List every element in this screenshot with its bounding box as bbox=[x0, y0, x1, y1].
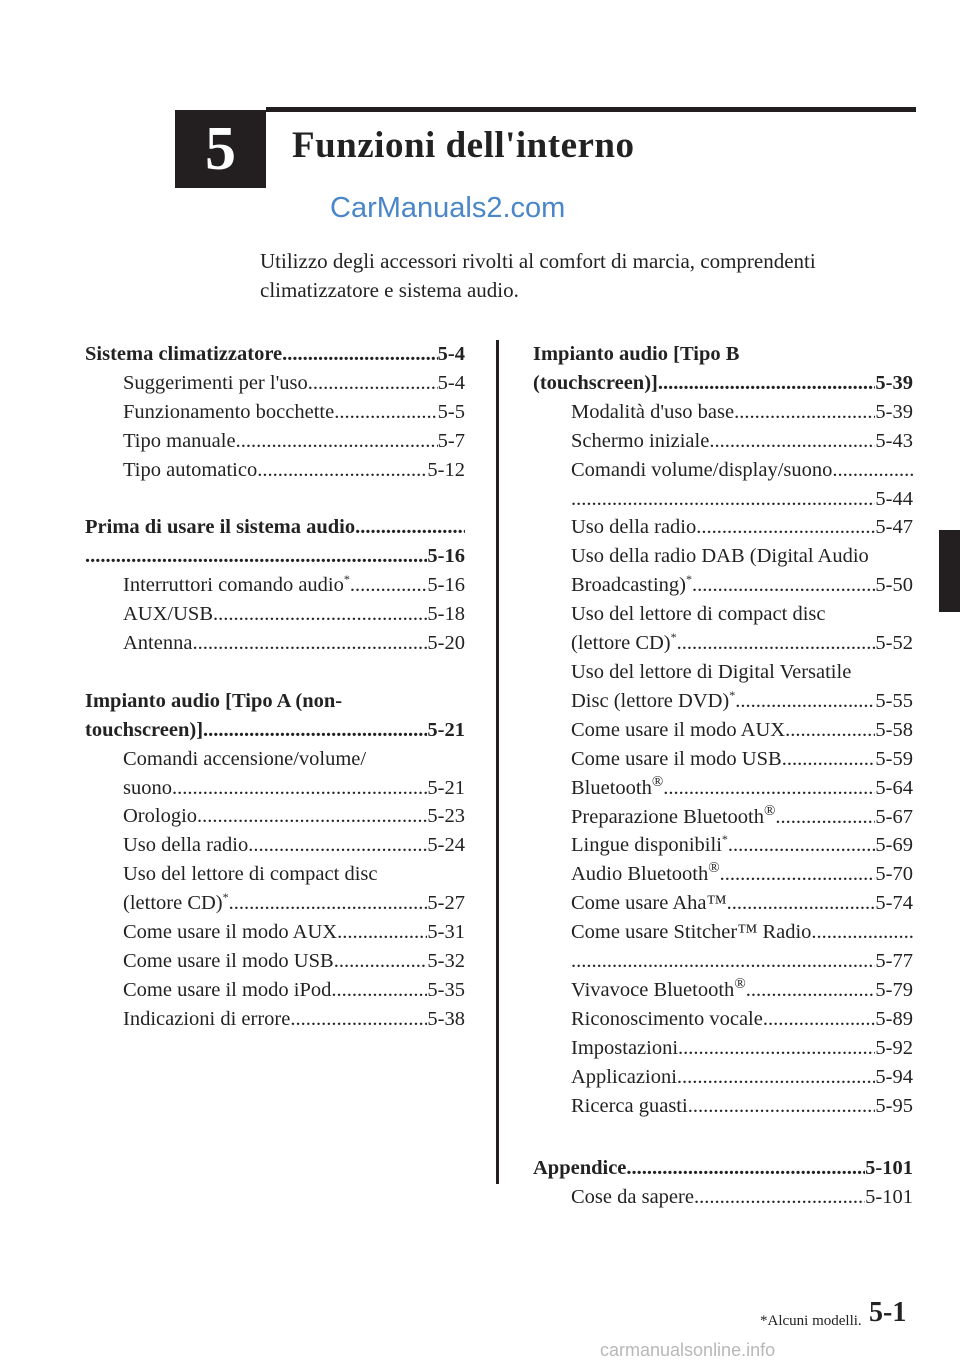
leader-dots bbox=[692, 571, 875, 600]
toc-item-title: Come usare il modo AUX bbox=[571, 718, 786, 741]
toc-section[interactable] bbox=[85, 716, 465, 745]
toc-item-title-line1[interactable]: Uso del lettore di compact disc bbox=[571, 603, 826, 626]
toc-page: 5-95 bbox=[875, 1094, 913, 1117]
toc-item-title: Bluetooth® bbox=[571, 773, 664, 799]
toc-item-title: Come usare il modo AUX bbox=[123, 921, 338, 944]
toc-item[interactable] bbox=[533, 687, 913, 716]
toc-item-title: Interruttori comando audio* bbox=[123, 572, 350, 597]
leader-dots bbox=[350, 571, 428, 600]
toc-item-title: Funzionamento bocchette bbox=[123, 400, 335, 423]
leader-dots bbox=[677, 1063, 876, 1092]
leader-dots bbox=[735, 687, 875, 716]
toc-item-title: Come usare Stitcher™ Radio bbox=[571, 921, 812, 944]
toc-page: 5-39 bbox=[875, 371, 913, 394]
toc-item[interactable] bbox=[533, 745, 913, 774]
toc-section-title: Prima di usare il sistema audio bbox=[85, 516, 356, 539]
toc-item[interactable] bbox=[533, 456, 913, 485]
toc-section-title: Sistema climatizzatore bbox=[85, 343, 283, 365]
toc-item-title: Cose da sapere bbox=[571, 1186, 694, 1209]
toc-item[interactable] bbox=[533, 1034, 913, 1063]
page-number: 5-1 bbox=[869, 1297, 907, 1328]
footnote: *Alcuni modelli. bbox=[760, 1313, 862, 1329]
toc-item-title: Riconoscimento vocale bbox=[571, 1007, 763, 1030]
leader-dots bbox=[331, 976, 427, 1005]
leader-dots bbox=[727, 889, 876, 918]
toc-item[interactable] bbox=[533, 513, 913, 542]
leader-dots bbox=[763, 1005, 876, 1034]
leader-dots bbox=[688, 1092, 876, 1121]
leader-dots bbox=[696, 513, 875, 542]
toc-item[interactable] bbox=[85, 774, 465, 803]
toc-item-title: Applicazioni bbox=[571, 1065, 677, 1088]
toc-page: 5-50 bbox=[875, 574, 913, 597]
toc-item-title: (lettore CD)* bbox=[571, 630, 677, 655]
leader-dots bbox=[663, 774, 875, 803]
toc-item-title: Come usare il modo USB bbox=[571, 747, 782, 770]
toc-page: 5-92 bbox=[875, 1036, 913, 1059]
leader-dots bbox=[746, 976, 876, 1005]
toc-item-title: Audio Bluetooth® bbox=[571, 860, 720, 886]
toc-item[interactable] bbox=[533, 1183, 913, 1212]
toc-section[interactable] bbox=[85, 340, 465, 369]
toc-item[interactable] bbox=[85, 947, 465, 976]
toc-item[interactable] bbox=[533, 427, 913, 456]
leader-dots bbox=[694, 1183, 865, 1212]
toc-page: 5-20 bbox=[427, 632, 465, 655]
toc-page: 5-44 bbox=[875, 487, 913, 510]
toc-item[interactable] bbox=[533, 629, 913, 658]
toc-item-title: Disc (lettore DVD)* bbox=[571, 688, 736, 712]
toc-page: 5-70 bbox=[875, 863, 913, 886]
toc-item[interactable] bbox=[533, 976, 913, 1005]
toc-item[interactable] bbox=[85, 918, 465, 947]
toc-page: 5-16 bbox=[427, 545, 465, 568]
leader-dots bbox=[734, 398, 875, 427]
toc-page: 5-89 bbox=[875, 1007, 913, 1030]
toc-item[interactable] bbox=[85, 976, 465, 1005]
toc-item-title: Uso della radio bbox=[571, 516, 697, 539]
leader-dots bbox=[775, 803, 875, 832]
leader-dots bbox=[678, 1034, 875, 1063]
toc-item[interactable] bbox=[85, 1005, 465, 1034]
leader-dots bbox=[192, 629, 427, 658]
toc-item[interactable] bbox=[85, 427, 465, 456]
toc-page: 5-35 bbox=[427, 978, 465, 1001]
leader-dots bbox=[236, 427, 438, 456]
toc-item[interactable] bbox=[85, 889, 465, 918]
toc-page: 5-16 bbox=[427, 574, 465, 597]
leader-dots bbox=[282, 340, 438, 369]
toc-item[interactable] bbox=[85, 831, 465, 860]
leader-dots bbox=[334, 947, 428, 976]
toc-item[interactable] bbox=[533, 398, 913, 427]
toc-item-title: Ricerca guasti bbox=[571, 1094, 688, 1117]
toc-item[interactable] bbox=[85, 369, 465, 398]
toc-section-title: Appendice bbox=[533, 1157, 627, 1180]
toc-section-title-line1[interactable]: Impianto audio [Tipo B bbox=[533, 343, 740, 365]
toc-item[interactable] bbox=[533, 1092, 913, 1121]
leader-dots bbox=[728, 831, 876, 860]
toc-page: 5-67 bbox=[875, 805, 913, 828]
toc-item-page-line[interactable] bbox=[533, 485, 913, 514]
leader-dots bbox=[203, 716, 427, 745]
toc-item[interactable] bbox=[85, 571, 465, 600]
toc-item[interactable] bbox=[533, 889, 913, 918]
toc-item-title: Comandi volume/display/suono bbox=[571, 458, 833, 481]
toc-item-title: (lettore CD)* bbox=[123, 890, 229, 915]
chapter-number: 5 bbox=[205, 114, 236, 183]
leader-dots bbox=[571, 485, 875, 514]
toc-item-title-line1[interactable]: Comandi accensione/volume/ bbox=[123, 747, 367, 770]
leader-dots bbox=[677, 629, 876, 658]
toc-right-column bbox=[533, 340, 913, 1212]
toc-item-title: Tipo automatico bbox=[123, 458, 258, 481]
leader-dots bbox=[571, 947, 875, 976]
toc-left-column bbox=[85, 340, 465, 1034]
leader-dots bbox=[85, 542, 427, 571]
toc-section-title: touchscreen)] bbox=[85, 718, 204, 741]
toc-item[interactable] bbox=[533, 1063, 913, 1092]
toc-item-title: Impostazioni bbox=[571, 1036, 679, 1059]
toc-item[interactable] bbox=[533, 803, 913, 832]
toc-item[interactable] bbox=[533, 571, 913, 600]
toc-item-title: Indicazioni di errore bbox=[123, 1007, 291, 1030]
toc-item[interactable] bbox=[533, 831, 913, 860]
toc-item[interactable] bbox=[533, 1005, 913, 1034]
toc-item-title: Vivavoce Bluetooth® bbox=[571, 976, 746, 1001]
toc-page: 5-69 bbox=[875, 834, 913, 857]
toc-item-title: Schermo iniziale bbox=[571, 429, 710, 452]
leader-dots bbox=[782, 745, 876, 774]
toc-item-title: suono bbox=[123, 776, 172, 799]
toc-page: 5-27 bbox=[427, 892, 465, 915]
leader-dots bbox=[172, 774, 427, 803]
toc-page: 5-79 bbox=[875, 978, 913, 1001]
toc-item-title-line1[interactable]: Uso del lettore di Digital Versatile bbox=[571, 660, 852, 683]
toc-item[interactable] bbox=[85, 456, 465, 485]
toc-page: 5-101 bbox=[865, 1186, 913, 1209]
leader-dots bbox=[257, 456, 427, 485]
chapter-number-block bbox=[175, 110, 266, 188]
toc-item-title: Antenna bbox=[123, 632, 193, 655]
site-watermark: carmanualsonline.info bbox=[600, 1340, 776, 1360]
toc-page: 5-21 bbox=[427, 776, 465, 799]
toc-page: 5-47 bbox=[875, 516, 913, 539]
toc-item-title: Suggerimenti per l'uso bbox=[123, 371, 308, 394]
toc-item-title: Modalità d'uso base bbox=[571, 400, 735, 423]
toc-item-title: Come usare il modo iPod bbox=[123, 978, 332, 1001]
toc-page: 5-38 bbox=[427, 1007, 465, 1030]
toc-item[interactable] bbox=[533, 860, 913, 889]
toc-item[interactable] bbox=[533, 716, 913, 745]
leader-dots bbox=[785, 716, 875, 745]
leader-dots bbox=[658, 369, 876, 398]
header-rule bbox=[266, 107, 916, 112]
column-divider bbox=[496, 340, 499, 1184]
leader-dots bbox=[626, 1154, 865, 1183]
leader-dots bbox=[334, 398, 437, 427]
toc-item-title-line1[interactable]: Uso della radio DAB (Digital Audio bbox=[571, 545, 869, 568]
toc-section-title-line1[interactable]: Impianto audio [Tipo A (non- bbox=[85, 689, 343, 712]
toc-page: 5-52 bbox=[875, 632, 913, 655]
toc-page: 5-31 bbox=[427, 921, 465, 944]
toc-section[interactable] bbox=[85, 513, 465, 542]
toc-page: 5-21 bbox=[427, 718, 465, 741]
leader-dots bbox=[811, 918, 913, 947]
chapter-tab-marker bbox=[939, 530, 960, 612]
leader-dots bbox=[290, 1005, 427, 1034]
toc-item-title: Lingue disponibili* bbox=[571, 832, 728, 857]
leader-dots bbox=[709, 427, 875, 456]
toc-page: 5-55 bbox=[875, 689, 913, 712]
toc-page: 5-12 bbox=[427, 458, 465, 481]
toc-page: 5-101 bbox=[865, 1157, 913, 1180]
toc-page: 5-7 bbox=[437, 429, 465, 452]
toc-item[interactable] bbox=[85, 398, 465, 427]
toc-item[interactable] bbox=[85, 802, 465, 831]
toc-item-page-line[interactable] bbox=[533, 947, 913, 976]
toc-item-title: Come usare Aha™ bbox=[571, 892, 727, 915]
toc-item[interactable] bbox=[85, 600, 465, 629]
toc-item-title: Tipo manuale bbox=[123, 429, 236, 452]
toc-page: 5-32 bbox=[427, 950, 465, 972]
chapter-intro: Utilizzo degli accessori rivolti al comfort di marcia, comprendenti climatizzatore e sistema audio. bbox=[260, 249, 816, 302]
leader-dots bbox=[213, 600, 427, 629]
toc-page: 5-43 bbox=[875, 429, 913, 452]
toc-page: 5-4 bbox=[437, 371, 465, 394]
watermark-logo: CarManuals2.com bbox=[330, 192, 566, 224]
leader-dots bbox=[308, 369, 438, 398]
toc-item-title: Come usare il modo USB bbox=[123, 950, 334, 972]
toc-page: 5-5 bbox=[437, 400, 465, 423]
toc-section[interactable] bbox=[533, 1154, 913, 1183]
toc-page: 5-23 bbox=[427, 805, 465, 828]
toc-item-title: Preparazione Bluetooth® bbox=[571, 802, 776, 828]
toc-item-title: AUX/USB bbox=[123, 603, 213, 626]
toc-page: 5-58 bbox=[875, 718, 913, 741]
toc-item-title-line1[interactable]: Uso del lettore di compact disc bbox=[123, 863, 378, 886]
toc-page: 5-64 bbox=[875, 776, 913, 799]
toc-section[interactable] bbox=[533, 369, 913, 398]
leader-dots bbox=[720, 860, 876, 889]
toc-page: 5-74 bbox=[875, 892, 913, 915]
toc-page: 5-24 bbox=[427, 834, 465, 857]
leader-dots bbox=[248, 831, 427, 860]
toc-page: 5-39 bbox=[875, 400, 913, 423]
toc-section-page-line[interactable] bbox=[85, 542, 465, 571]
toc-item[interactable] bbox=[85, 629, 465, 658]
leader-dots bbox=[355, 513, 465, 542]
toc-item-title: Orologio bbox=[123, 805, 198, 828]
toc-page: 5-18 bbox=[427, 603, 465, 626]
chapter-title: Funzioni dell'interno bbox=[292, 125, 635, 166]
toc-page: 5-77 bbox=[875, 950, 913, 973]
leader-dots bbox=[197, 802, 427, 831]
leader-dots bbox=[337, 918, 427, 947]
toc-page: 5-94 bbox=[875, 1065, 913, 1088]
toc-item-title: Uso della radio bbox=[123, 834, 249, 857]
toc-item-title: Broadcasting)* bbox=[571, 572, 692, 597]
toc-section-title: (touchscreen)] bbox=[533, 371, 658, 394]
toc-page: 5-4 bbox=[437, 343, 465, 365]
toc-item[interactable] bbox=[533, 918, 913, 947]
leader-dots bbox=[832, 456, 913, 485]
leader-dots bbox=[229, 889, 428, 918]
toc-page: 5-59 bbox=[875, 747, 913, 770]
toc-item[interactable] bbox=[533, 774, 913, 803]
